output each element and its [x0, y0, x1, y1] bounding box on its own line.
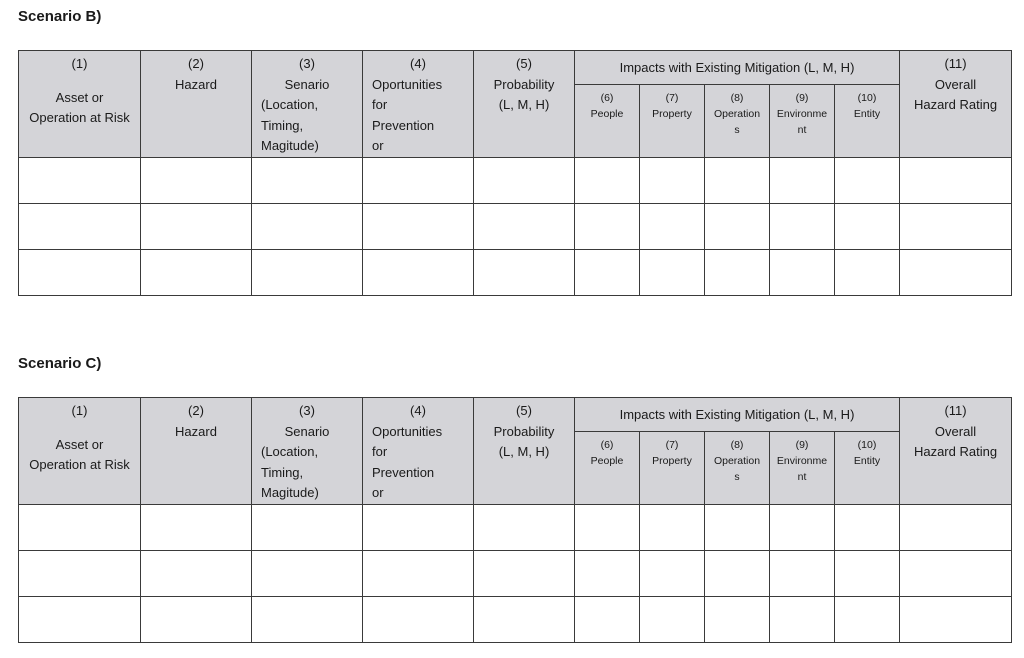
table-cell[interactable] [705, 550, 770, 596]
header-scenario: (3) Senario (Location, Timing, Magitude) [252, 51, 363, 158]
table-cell[interactable] [770, 504, 835, 550]
table-cell[interactable] [705, 249, 770, 295]
table-cell[interactable] [575, 157, 640, 203]
header-asset: (1) Asset or Operation at Risk [19, 398, 141, 505]
header-asset: (1) Asset or Operation at Risk [19, 51, 141, 158]
table-cell[interactable] [252, 203, 363, 249]
header-impacts-group: Impacts with Existing Mitigation (L, M, H) [575, 398, 900, 432]
table-cell[interactable] [575, 203, 640, 249]
table-cell[interactable] [252, 596, 363, 642]
table-cell[interactable] [19, 157, 141, 203]
table-cell[interactable] [835, 203, 900, 249]
header-probability: (5) Probability (L, M, H) [474, 51, 575, 158]
header-people: (6) People [575, 432, 640, 504]
table-cell[interactable] [575, 596, 640, 642]
table-cell[interactable] [363, 596, 474, 642]
table-cell[interactable] [19, 249, 141, 295]
table-cell[interactable] [474, 504, 575, 550]
header-property: (7) Property [640, 85, 705, 157]
table-cell[interactable] [19, 550, 141, 596]
table-row [19, 504, 1012, 550]
table-row [19, 550, 1012, 596]
header-scenario: (3) Senario (Location, Timing, Magitude) [252, 398, 363, 505]
header-entity: (10) Entity [835, 85, 900, 157]
table-cell[interactable] [835, 504, 900, 550]
table-cell[interactable] [575, 504, 640, 550]
scenario-b-table [18, 50, 1012, 296]
scenario-b-title: Scenario B) [18, 8, 102, 25]
header-entity: (10) Entity [835, 432, 900, 504]
table-cell[interactable] [705, 504, 770, 550]
table-cell[interactable] [900, 249, 1012, 295]
header-opportunities: (4) Oportunities for Prevention or [363, 51, 474, 158]
table-cell[interactable] [363, 550, 474, 596]
table-cell[interactable] [835, 249, 900, 295]
table-cell[interactable] [835, 596, 900, 642]
header-overall: (11) Overall Hazard Rating [900, 51, 1012, 158]
table-cell[interactable] [141, 203, 252, 249]
table-cell[interactable] [575, 550, 640, 596]
table-cell[interactable] [252, 157, 363, 203]
table-cell[interactable] [474, 249, 575, 295]
table-cell[interactable] [19, 504, 141, 550]
header-people: (6) People [575, 85, 640, 157]
table-cell[interactable] [770, 249, 835, 295]
table-cell[interactable] [252, 249, 363, 295]
table-cell[interactable] [640, 596, 705, 642]
table-cell[interactable] [705, 157, 770, 203]
table-cell[interactable] [141, 550, 252, 596]
table-cell[interactable] [640, 550, 705, 596]
table-cell[interactable] [141, 596, 252, 642]
table-cell[interactable] [363, 203, 474, 249]
header-operations: (8) Operation s [705, 85, 770, 157]
header-environment: (9) Environme nt [770, 432, 835, 504]
table-cell[interactable] [575, 249, 640, 295]
header-operations: (8) Operation s [705, 432, 770, 504]
header-environment: (9) Environme nt [770, 85, 835, 157]
table-row [19, 157, 1012, 203]
header-hazard: (2) Hazard [141, 398, 252, 505]
table-cell[interactable] [770, 550, 835, 596]
table-cell[interactable] [363, 157, 474, 203]
table-cell[interactable] [141, 249, 252, 295]
table-row [19, 249, 1012, 295]
table-cell[interactable] [770, 596, 835, 642]
table-cell[interactable] [835, 550, 900, 596]
table-cell[interactable] [900, 550, 1012, 596]
table-cell[interactable] [705, 596, 770, 642]
scenario-c-table [18, 397, 1012, 643]
header-overall: (11) Overall Hazard Rating [900, 398, 1012, 505]
table-cell[interactable] [252, 550, 363, 596]
table-cell[interactable] [640, 249, 705, 295]
table-cell[interactable] [363, 249, 474, 295]
table-cell[interactable] [835, 157, 900, 203]
table-cell[interactable] [900, 203, 1012, 249]
table-cell[interactable] [640, 203, 705, 249]
table-cell[interactable] [252, 504, 363, 550]
table-cell[interactable] [474, 550, 575, 596]
header-impacts-group: Impacts with Existing Mitigation (L, M, H) [575, 51, 900, 85]
header-probability: (5) Probability (L, M, H) [474, 398, 575, 505]
header-property: (7) Property [640, 432, 705, 504]
table-cell[interactable] [900, 596, 1012, 642]
table-cell[interactable] [363, 504, 474, 550]
table-cell[interactable] [19, 596, 141, 642]
table-cell[interactable] [474, 157, 575, 203]
table-cell[interactable] [640, 504, 705, 550]
table-cell[interactable] [900, 504, 1012, 550]
table-cell[interactable] [770, 203, 835, 249]
table-cell[interactable] [474, 596, 575, 642]
table-cell[interactable] [770, 157, 835, 203]
scenario-c-title: Scenario C) [18, 355, 102, 372]
header-hazard: (2) Hazard [141, 51, 252, 158]
table-cell[interactable] [705, 203, 770, 249]
table-cell[interactable] [141, 157, 252, 203]
table-cell[interactable] [19, 203, 141, 249]
table-cell[interactable] [640, 157, 705, 203]
table-cell[interactable] [141, 504, 252, 550]
table-row [19, 596, 1012, 642]
table-row [19, 203, 1012, 249]
table-cell[interactable] [474, 203, 575, 249]
table-cell[interactable] [900, 157, 1012, 203]
header-opportunities: (4) Oportunities for Prevention or [363, 398, 474, 505]
